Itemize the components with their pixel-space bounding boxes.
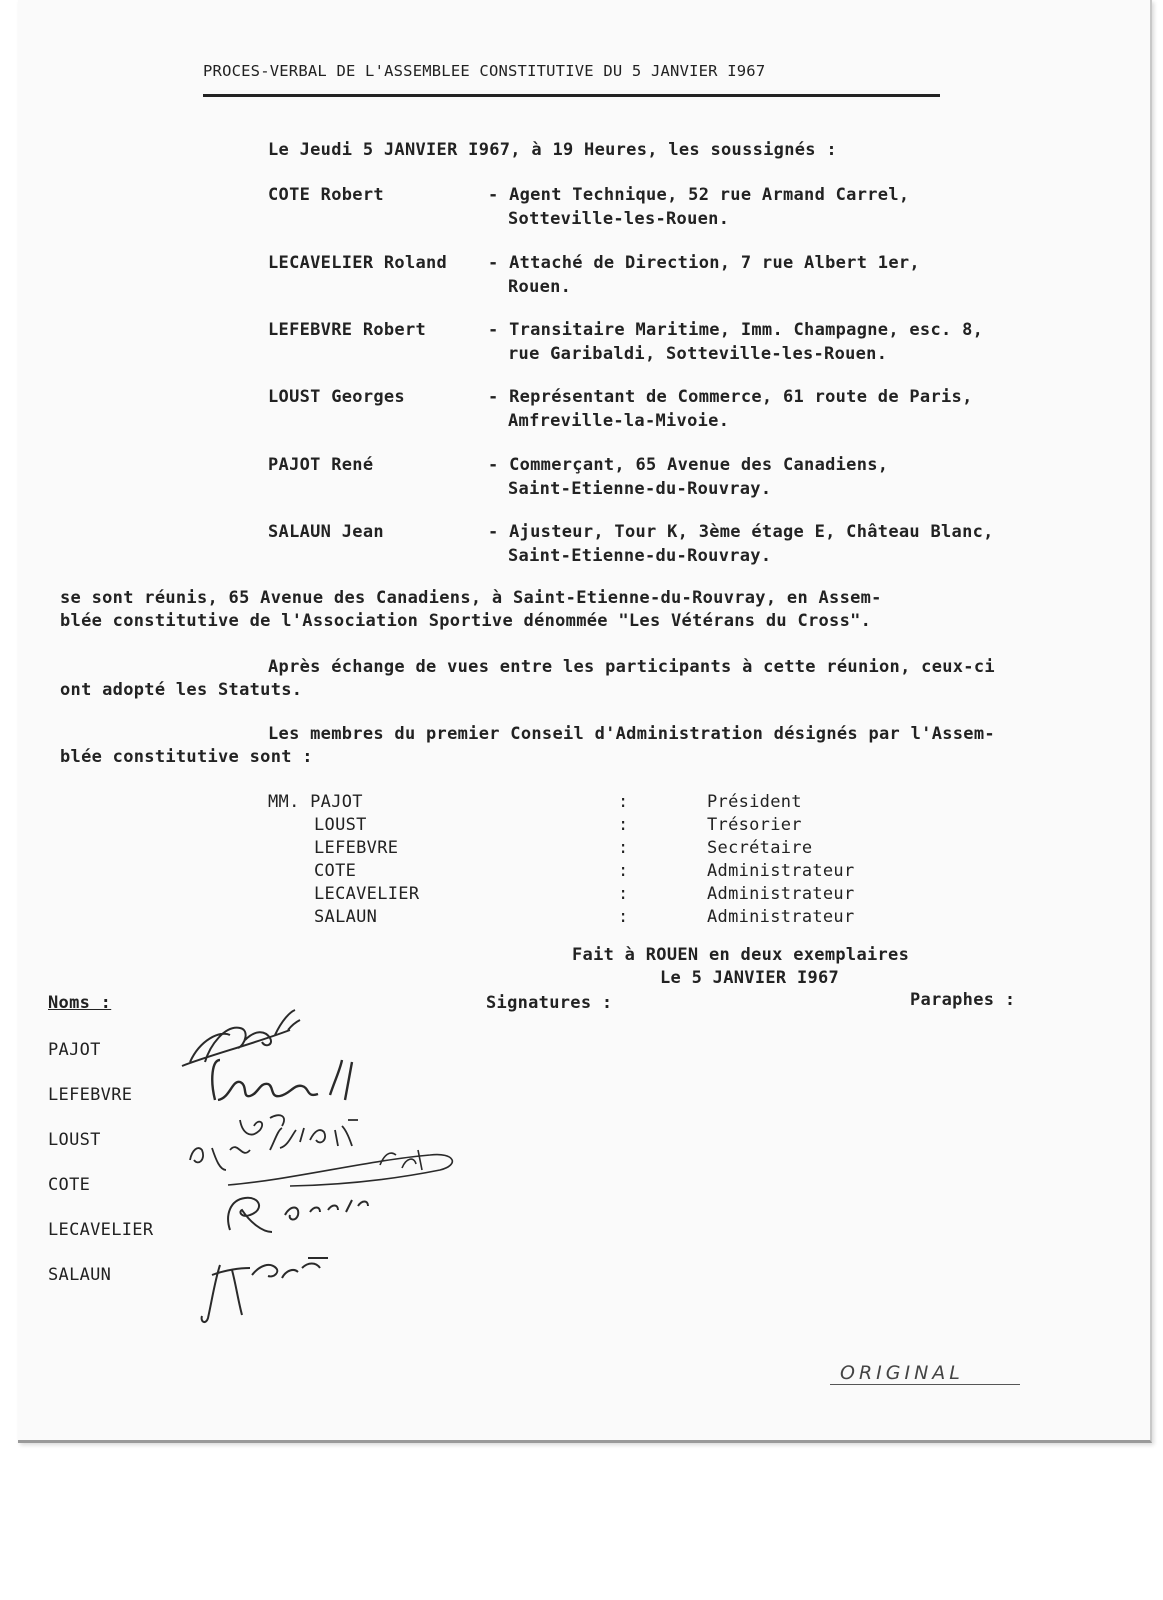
paragraph-line: ont adopté les Statuts. [60, 680, 303, 700]
signer-name: COTE [48, 1175, 91, 1195]
board-member-name: SALAUN [314, 907, 378, 927]
paragraph-line: blée constitutive sont : [60, 747, 313, 767]
person-desc-line1: - Transitaire Maritime, Imm. Champagne, esc. 8, [488, 320, 984, 340]
board-colon: : [618, 861, 629, 881]
board-member-name: LEFEBVRE [314, 838, 399, 858]
original-stamp: ORIGINAL [840, 1362, 964, 1384]
person-name: SALAUN Jean [268, 522, 384, 542]
paragraph-line: Après échange de vues entre les participants à cette réunion, ceux-ci [268, 657, 995, 677]
signer-name: PAJOT [48, 1040, 101, 1060]
board-colon: : [618, 792, 629, 812]
person-desc-line1: - Représentant de Commerce, 61 route de Paris, [488, 387, 973, 407]
signer-name: SALAUN [48, 1265, 112, 1285]
date-line: Le 5 JANVIER I967 [660, 968, 840, 988]
board-member-role: Secrétaire [707, 838, 813, 858]
person-desc-line2: Saint-Etienne-du-Rouvray. [508, 546, 772, 566]
person-desc-line1: - Agent Technique, 52 rue Armand Carrel, [488, 185, 910, 205]
person-name: LOUST Georges [268, 387, 405, 407]
intro-line: Le Jeudi 5 JANVIER I967, à 19 Heures, les soussignés : [268, 140, 837, 160]
person-name: PAJOT René [268, 455, 374, 475]
person-desc-line2: rue Garibaldi, Sotteville-les-Rouen. [508, 344, 888, 364]
person-desc-line2: Rouen. [508, 277, 572, 297]
column-signatures: Signatures : [486, 993, 613, 1013]
board-member-role: Administrateur [707, 861, 855, 881]
person-desc-line2: Saint-Etienne-du-Rouvray. [508, 479, 772, 499]
person-desc-line1: - Attaché de Direction, 7 rue Albert 1er, [488, 253, 920, 273]
board-member-name: LOUST [314, 815, 367, 835]
column-noms: Noms : [48, 993, 112, 1013]
signer-name: LOUST [48, 1130, 101, 1150]
person-name: COTE Robert [268, 185, 384, 205]
board-member-role: Président [707, 792, 802, 812]
paragraph-line: se sont réunis, 65 Avenue des Canadiens, à Saint-Etienne-du-Rouvray, en Assem- [60, 588, 882, 608]
person-desc-line2: Sotteville-les-Rouen. [508, 209, 730, 229]
board-colon: : [618, 815, 629, 835]
signer-name: LECAVELIER [48, 1220, 154, 1240]
person-desc-line1: - Ajusteur, Tour K, 3ème étage E, Château Blanc, [488, 522, 994, 542]
document-title: PROCES-VERBAL DE L'ASSEMBLEE CONSTITUTIVE DU 5 JANVIER I967 [203, 62, 766, 80]
board-member-name: MM. PAJOT [268, 792, 363, 812]
person-desc-line1: - Commerçant, 65 Avenue des Canadiens, [488, 455, 889, 475]
handwritten-signatures [170, 1000, 480, 1330]
board-member-name: LECAVELIER [314, 884, 420, 904]
column-paraphes: Paraphes : [910, 990, 1016, 1010]
person-name: LECAVELIER Roland [268, 253, 448, 273]
title-underline [203, 94, 940, 97]
original-underline [830, 1384, 1020, 1385]
place-line: Fait à ROUEN en deux exemplaires [572, 945, 910, 965]
board-member-name: COTE [314, 861, 357, 881]
person-desc-line2: Amfreville-la-Mivoie. [508, 411, 730, 431]
paragraph-line: Les membres du premier Conseil d'Administration désignés par l'Assem- [268, 724, 995, 744]
person-name: LEFEBVRE Robert [268, 320, 427, 340]
board-colon: : [618, 838, 629, 858]
board-member-role: Administrateur [707, 907, 855, 927]
board-member-role: Administrateur [707, 884, 855, 904]
board-colon: : [618, 907, 629, 927]
board-member-role: Trésorier [707, 815, 802, 835]
board-colon: : [618, 884, 629, 904]
signer-name: LEFEBVRE [48, 1085, 133, 1105]
paragraph-line: blée constitutive de l'Association Sportive dénommée "Les Vétérans du Cross". [60, 611, 872, 631]
